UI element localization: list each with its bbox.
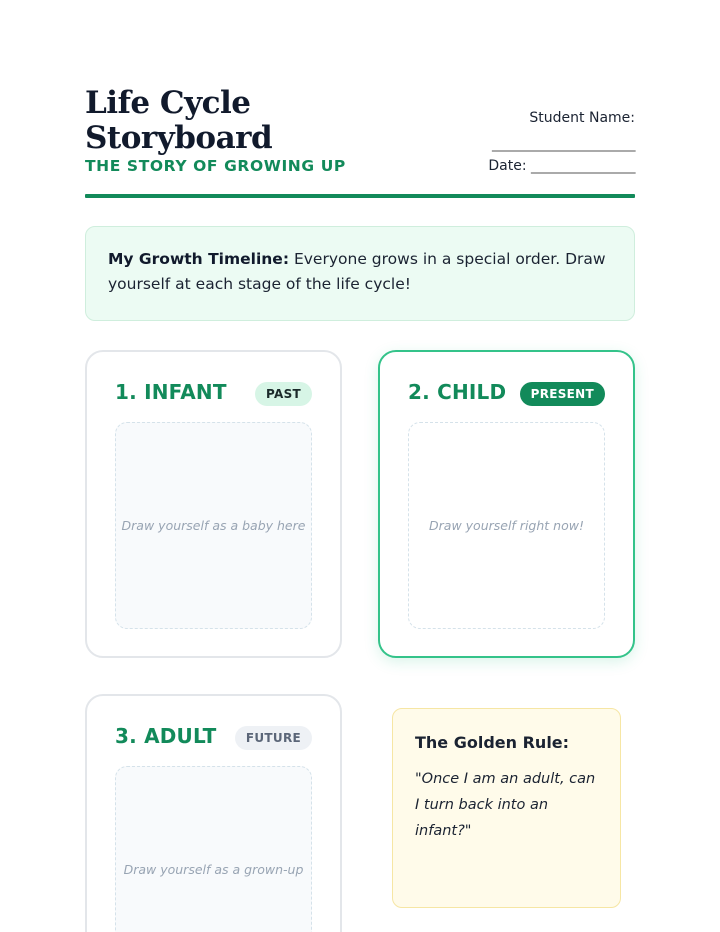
date-line[interactable]: ________________ xyxy=(531,158,635,174)
date-label: Date: xyxy=(488,158,527,174)
intro-heading: My Growth Timeline: xyxy=(108,250,290,268)
status-badge: FUTURE xyxy=(235,726,312,750)
drawing-area[interactable] xyxy=(115,422,312,629)
golden-rule-title: The Golden Rule: xyxy=(415,733,570,752)
drawing-prompt: Draw yourself right now! xyxy=(429,518,584,533)
drawing-prompt: Draw yourself as a baby here xyxy=(121,518,306,533)
student-name-line[interactable]: ______________________ xyxy=(492,136,635,152)
stage-card-infant xyxy=(85,350,342,658)
golden-rule-quote: "Once I am an adult, can I turn back into an infant?" xyxy=(415,771,596,839)
date-field[interactable] xyxy=(488,158,635,174)
student-name-label: Student Name: xyxy=(529,110,635,126)
student-name-field[interactable] xyxy=(492,108,635,154)
page-title: Life Cycle Storyboard xyxy=(85,85,273,156)
drawing-area[interactable] xyxy=(115,766,312,932)
status-badge: PAST xyxy=(255,382,312,406)
status-badge: PRESENT xyxy=(520,382,605,406)
stage-card-child xyxy=(378,350,635,658)
stage-title: 1. INFANT xyxy=(115,380,227,404)
header-divider xyxy=(85,194,635,198)
intro-text: Everyone grows in a special order. Draw yourself at each stage of the life cycle! xyxy=(108,250,606,293)
intro-box xyxy=(85,226,635,321)
stage-title: 2. CHILD xyxy=(408,380,507,404)
page-subtitle: THE STORY OF GROWING UP xyxy=(85,157,346,175)
drawing-area[interactable] xyxy=(408,422,605,629)
drawing-prompt: Draw yourself as a grown-up xyxy=(123,862,304,877)
stage-title: 3. ADULT xyxy=(115,724,217,748)
stage-card-adult xyxy=(85,694,342,932)
golden-rule-box xyxy=(392,708,621,908)
